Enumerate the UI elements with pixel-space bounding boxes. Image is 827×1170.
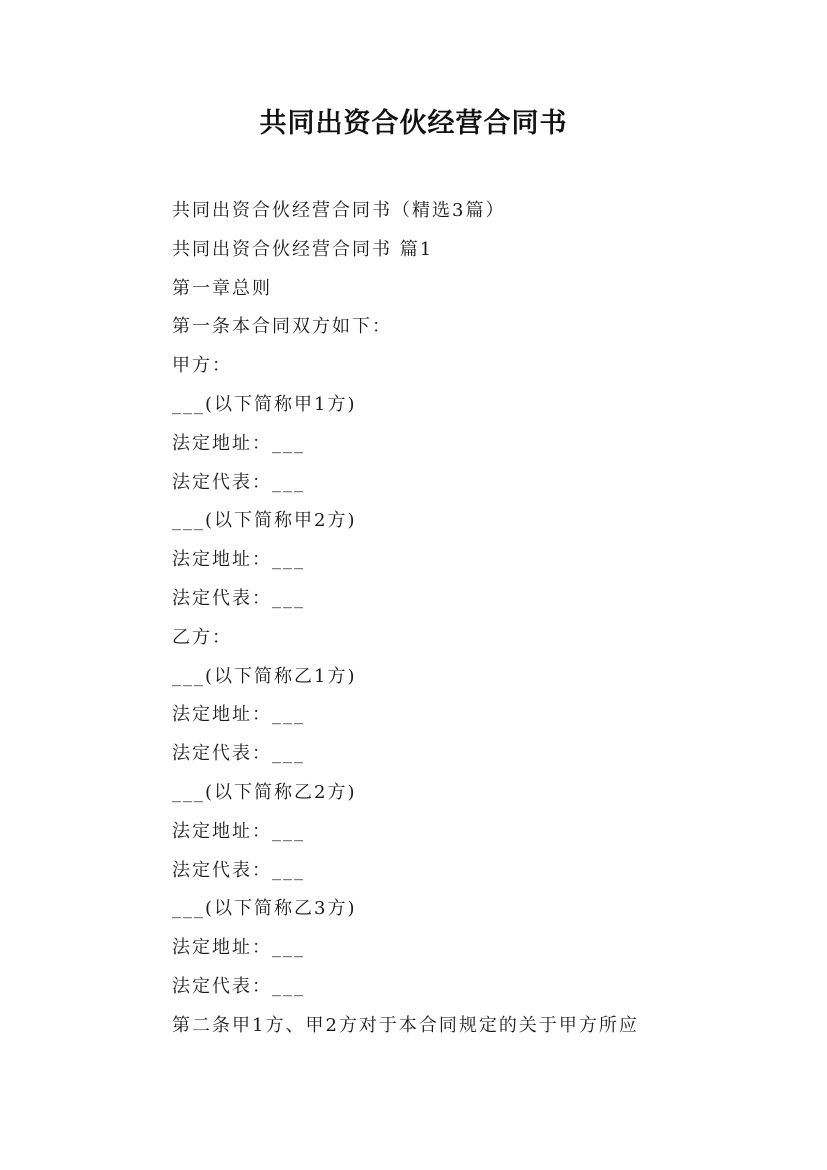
party-name-line: ___(以下简称乙2方) [172,781,357,803]
legal-address-line: 法定地址：___ [172,704,305,726]
party-name-line: ___(以下简称甲2方) [172,510,357,532]
legal-representative-line: 法定代表：___ [172,471,305,493]
legal-representative-line: 法定代表：___ [172,859,305,881]
legal-address-line: 法定地址：___ [172,432,305,454]
legal-address-line: 法定地址：___ [172,937,305,959]
chapter-heading: 第一章总则 [172,277,272,299]
legal-address-line: 法定地址：___ [172,820,305,842]
text-line: 共同出资合伙经营合同书（精选3篇） [172,200,506,221]
party-name-line: ___(以下简称乙3方) [172,898,357,920]
article-heading: 第一条本合同双方如下： [172,316,392,338]
legal-address-line: 法定地址：___ [172,549,305,571]
text-line: 共同出资合伙经营合同书 篇1 [172,238,434,260]
party-label: 甲方： [172,355,232,377]
party-name-line: ___(以下简称乙1方) [172,665,357,687]
legal-representative-line: 法定代表：___ [172,975,305,997]
article-heading: 第二条甲1方、甲2方对于本合同规定的关于甲方所应 [172,1014,639,1036]
document-title: 共同出资合伙经营合同书 [259,108,568,139]
party-label: 乙方： [172,626,232,648]
document-body [172,192,732,1046]
party-name-line: ___(以下简称甲1方) [172,393,357,415]
legal-representative-line: 法定代表：___ [172,743,305,765]
legal-representative-line: 法定代表：___ [172,587,305,609]
